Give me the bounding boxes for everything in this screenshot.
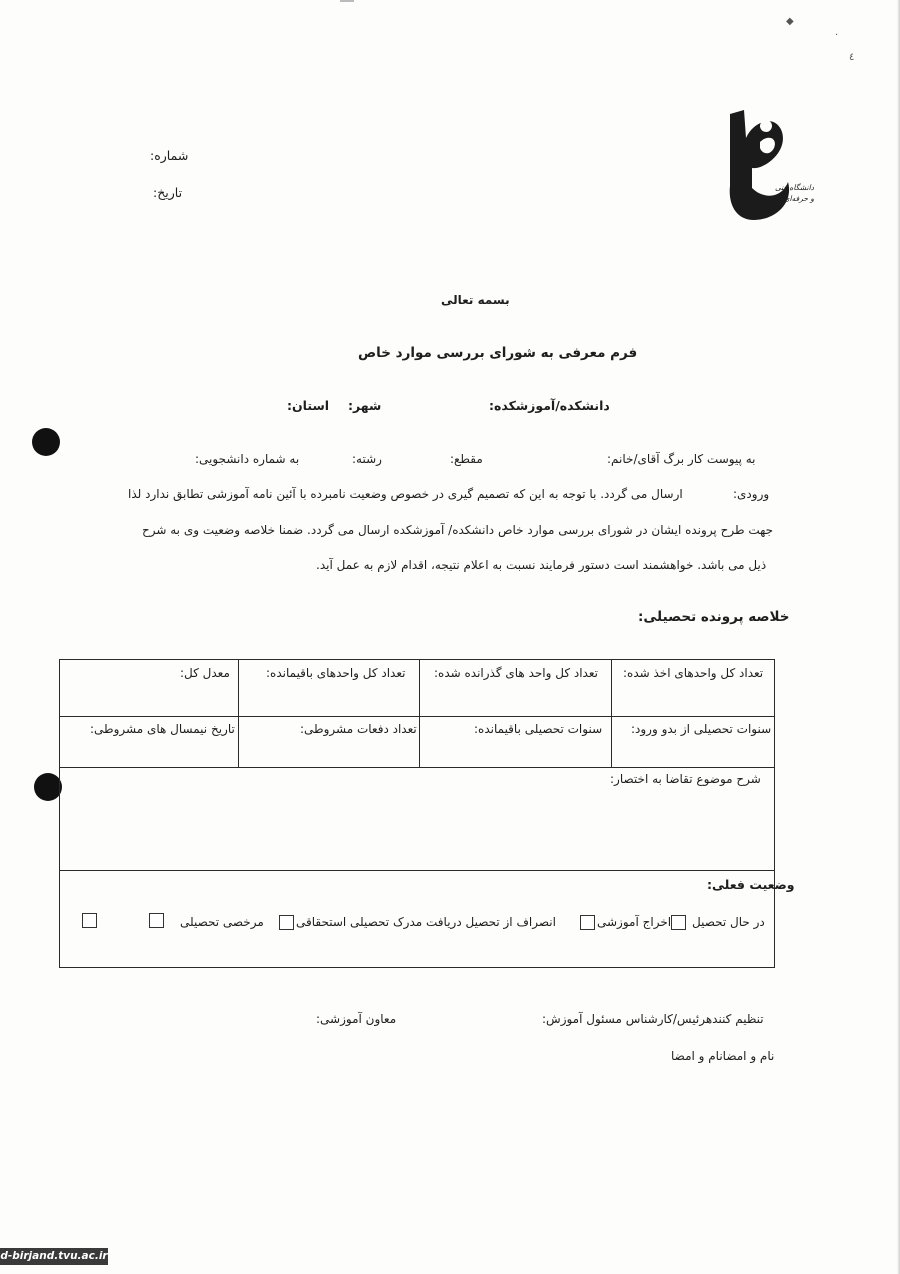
scan-speck: · [835, 30, 839, 41]
city-label: شهر: [348, 398, 382, 413]
table-column-rule [611, 660, 612, 767]
current-status-title: وضعیت فعلی: [707, 877, 795, 892]
status-option-studying: در حال تحصیل [692, 915, 765, 929]
number-label: شماره: [150, 148, 189, 163]
university-logo [724, 108, 816, 226]
status-option-expelled: اخراج آموزشی [597, 915, 672, 929]
summary-table [59, 659, 795, 968]
years-since-entry-label: سنوات تحصیلی از بدو ورود: [631, 722, 772, 736]
basmala: بسمه تعالی [441, 293, 510, 307]
status-option-leave: مرخصی تحصیلی [180, 915, 264, 929]
checkbox-expelled[interactable] [580, 915, 595, 930]
scan-speck: ٤ [849, 52, 855, 63]
logo-graphic [724, 108, 816, 226]
table-rule [60, 767, 774, 768]
years-remaining-label: سنوات تحصیلی باقیمانده: [474, 722, 603, 736]
deputy-label: معاون آموزشی: [316, 1012, 397, 1026]
status-option-withdrawal: انصراف از تحصیل دریافت مدرک تحصیلی استحقاقی [296, 915, 556, 929]
name-signature-label: نام و امضانام و امضا [671, 1049, 775, 1063]
checkbox-leave[interactable] [149, 913, 164, 928]
major-label: رشته: [352, 452, 382, 466]
table-column-rule [238, 660, 239, 767]
intro-text: به پیوست کار برگ آقای/خانم: [607, 452, 756, 466]
punch-hole-bottom [34, 773, 62, 801]
entry-label: ورودی: [733, 487, 770, 501]
punch-hole-top [32, 428, 60, 456]
logo-text: دانشگاه فنی و حرفه‌ای [774, 183, 814, 203]
checkbox-withdrawal[interactable] [279, 915, 294, 930]
faculty-label: دانشکده/آموزشکده: [489, 398, 610, 413]
date-label: تاریخ: [153, 185, 183, 200]
units-passed-label: تعداد کل واحد های گذرانده شده: [434, 666, 598, 680]
body-line-3: جهت طرح پرونده ایشان در شورای بررسی موارد خاص دانشکده/ آموزشکده ارسال می گردد. ضمنا خلاصه وضعیت وی به شرح [142, 523, 774, 537]
student-number-label: به شماره دانشجویی: [195, 452, 300, 466]
checkbox-blank[interactable] [82, 913, 97, 928]
table-rule [60, 870, 774, 871]
site-watermark: d-birjand.tvu.ac.ir [0, 1248, 108, 1265]
checkbox-studying[interactable] [671, 915, 686, 930]
form-title: فرم معرفی به شورای بررسی موارد خاص [358, 345, 638, 361]
probation-semesters-label: تاریخ نیمسال های مشروطی: [90, 722, 235, 736]
prepared-by-label: تنظیم کنندهرئیس/کارشناس مسئول آموزش: [542, 1012, 764, 1026]
body-line-2: ارسال می گردد. با توجه به این که تصمیم گیری در خصوص وضعیت نامبرده با آئین نامه آموزشی تطابق ندارد لذا [128, 487, 683, 501]
province-label: استان: [287, 398, 330, 413]
units-remaining-label: تعداد کل واحدهای باقیمانده: [266, 666, 406, 680]
body-line-4: ذیل می باشد. خواهشمند است دستور فرمایند نسبت به اعلام نتیجه، اقدام لازم به عمل آید. [316, 558, 767, 572]
level-label: مقطع: [450, 452, 483, 466]
probation-count-label: تعداد دفعات مشروطی: [300, 722, 417, 736]
table-rule [60, 716, 774, 717]
scan-mark [340, 0, 354, 2]
summary-title: خلاصه پرونده تحصیلی: [638, 609, 790, 625]
gpa-label: معدل کل: [180, 666, 230, 680]
scan-speck: ◆ [786, 16, 794, 27]
units-taken-label: تعداد کل واحدهای اخذ شده: [623, 666, 764, 680]
request-description-label: شرح موضوع تقاضا به اختصار: [610, 772, 761, 786]
table-column-rule [419, 660, 420, 767]
